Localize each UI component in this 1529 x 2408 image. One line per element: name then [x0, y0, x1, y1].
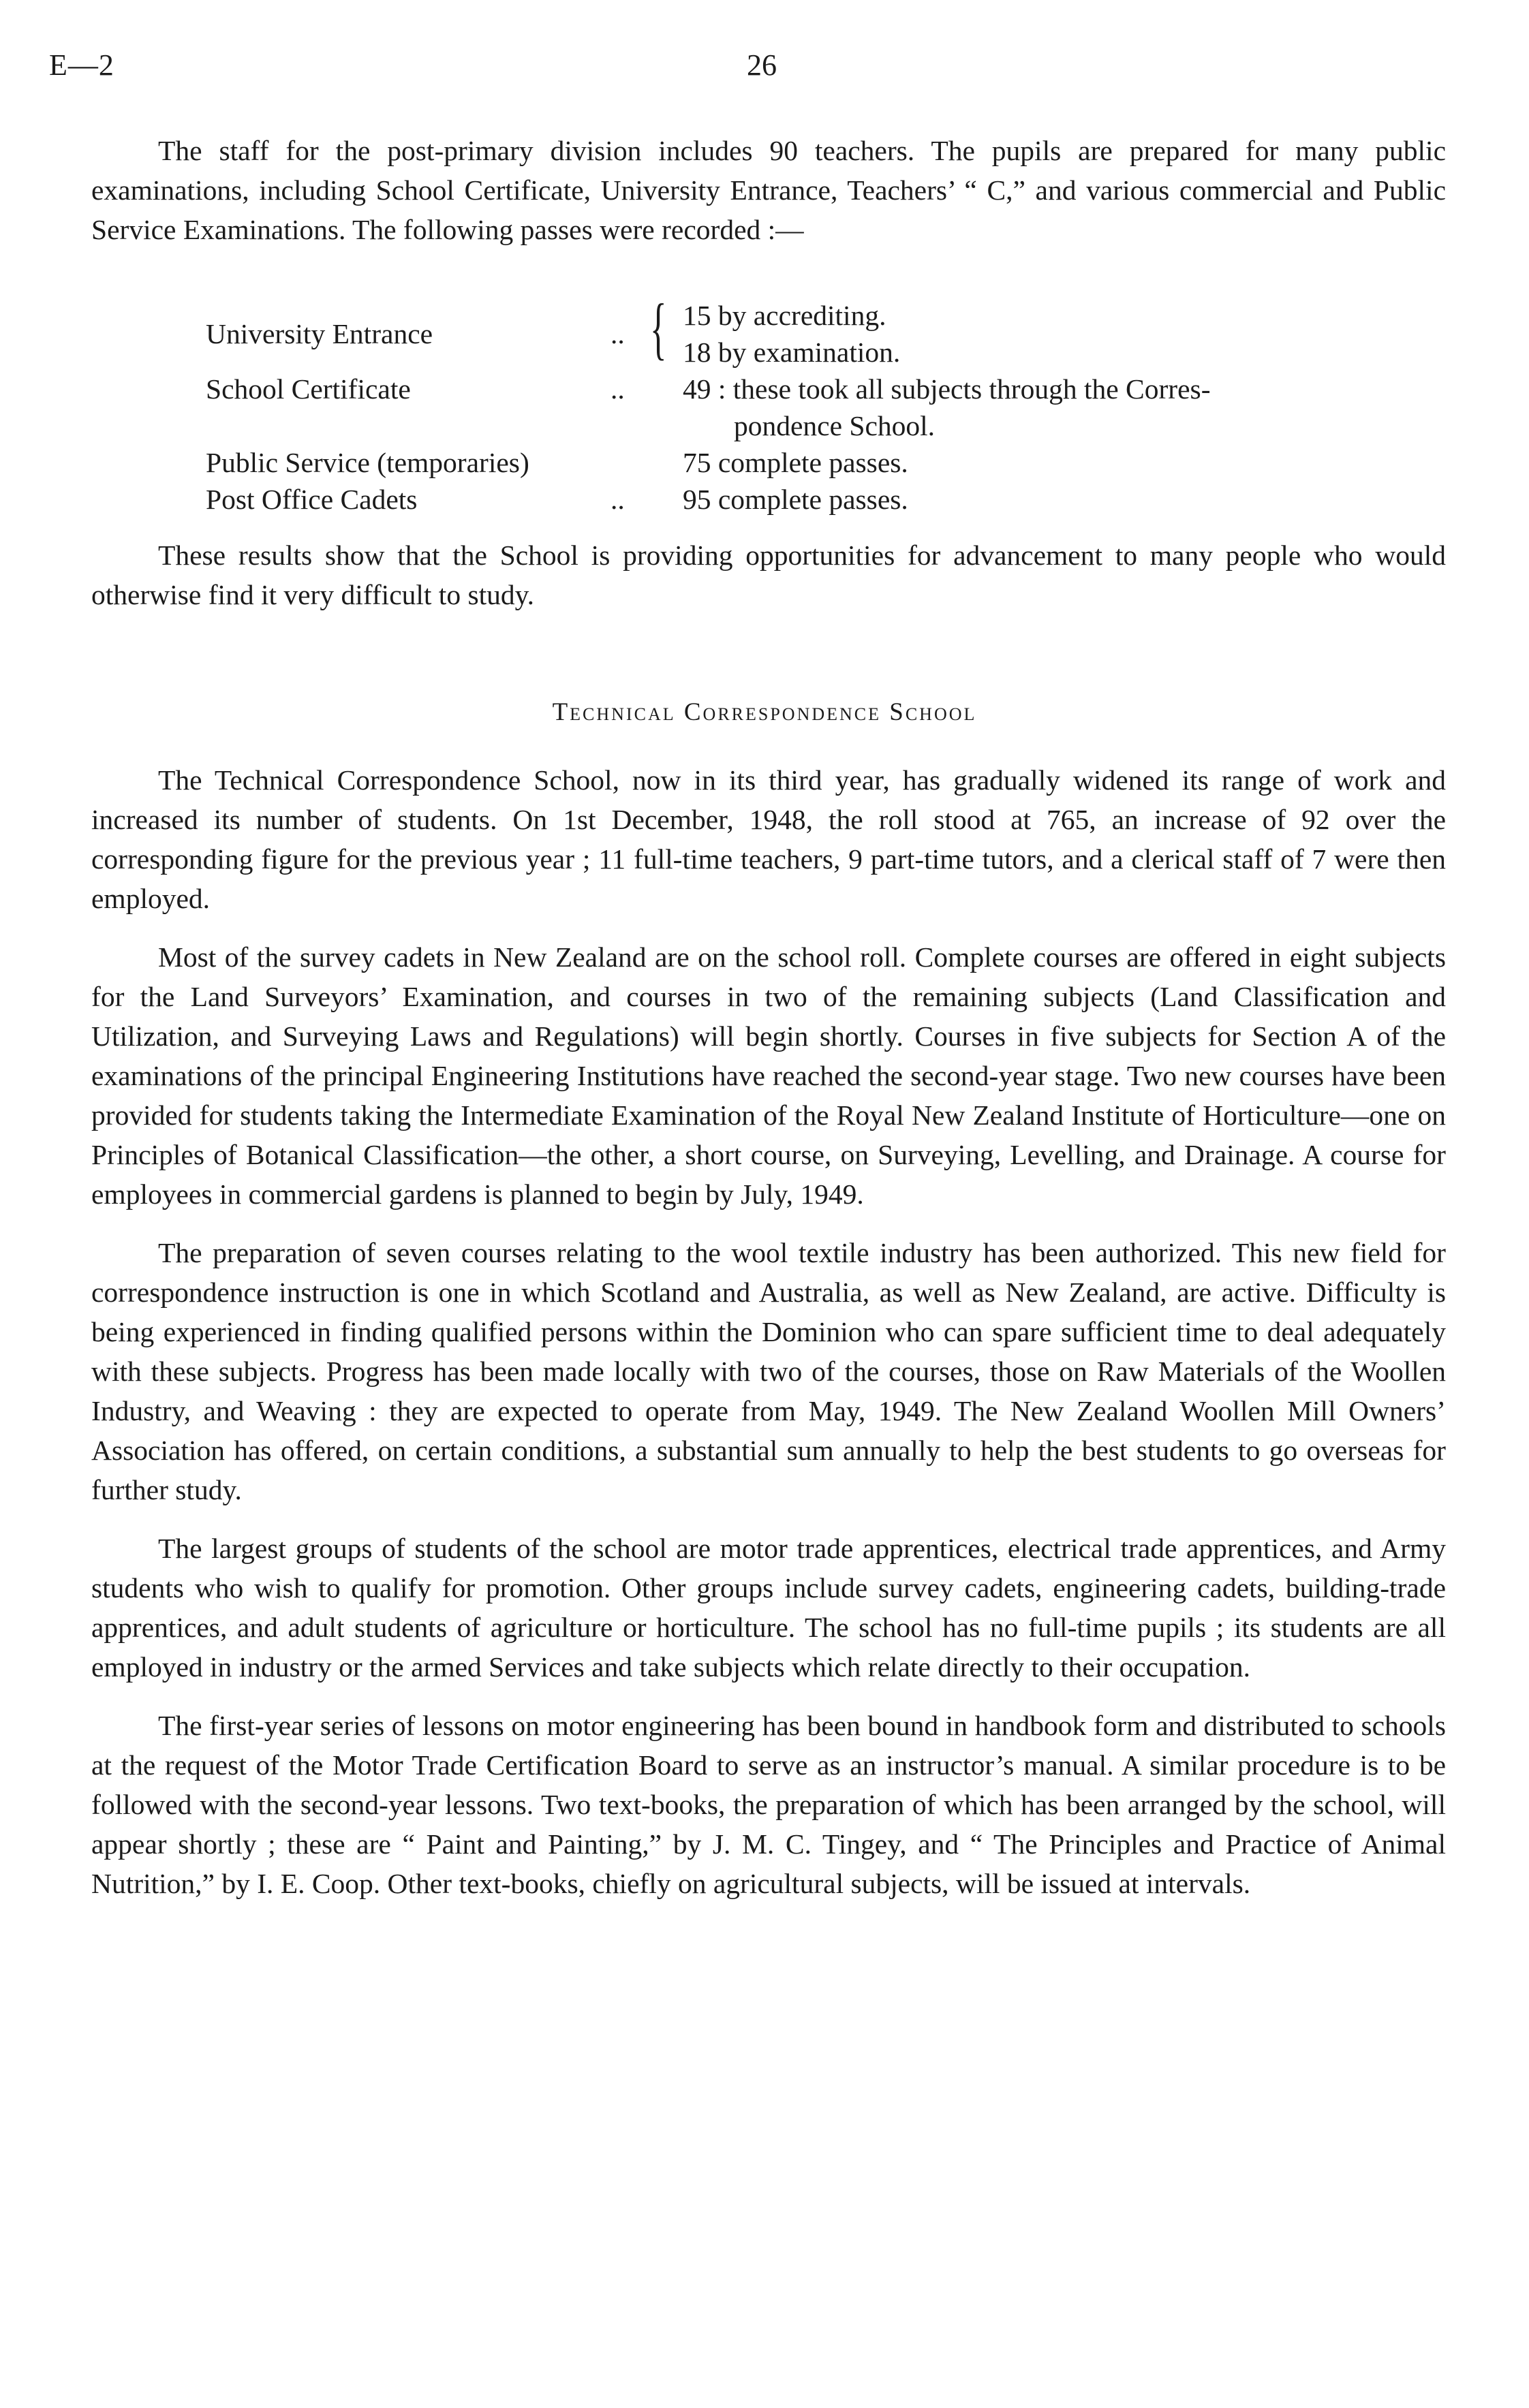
- result-value: 18 by examination.: [683, 337, 901, 368]
- intro-block: [91, 131, 1446, 249]
- section-heading: Technical Correspondence School: [552, 698, 977, 726]
- section-body: [91, 760, 1446, 1903]
- results-comment: These results show that the School is providing opportunities for advancement to many people who would otherwise find it very difficult to study.: [91, 540, 1446, 610]
- leader-dots: ..: [611, 318, 625, 349]
- result-public-service: [206, 444, 1446, 481]
- result-post-office: [206, 481, 1446, 518]
- body-paragraph: Most of the survey cadets in New Zealand are on the school roll. Complete courses are offered in eight subjects for the Land Surveyors’ Examination, and courses in two of the remaining subjects (Land Classification and Utilization, and Surveying Laws and Regulations) will begin shortly. Courses in five subjects for Section A of the examinations of the principal Engineering Institutions have reached the second-year stage. Two new courses have been provided for students taking the Intermediate Examination of the Royal New Zealand Institute of Horticulture—one on Principles of Botanical Classification—the other, a short course, on Surveying, Levelling, and Drainage. A course for employees in commercial gardens is planned to begin by July, 1949.: [91, 941, 1446, 1210]
- result-label: University Entrance: [206, 318, 433, 349]
- result-value: 15 by accrediting.: [683, 300, 886, 331]
- result-label: Post Office Cadets: [206, 484, 418, 515]
- result-label: Public Service (temporaries): [206, 447, 529, 478]
- body-paragraph: The first-year series of lessons on motor engineering has been bound in handbook form and distributed to schools at the request of the Motor Trade Certification Board to serve as an instructor’s manual. A similar procedure is to be followed with the second-year lessons. Two text-books, the preparation of which has been arranged by the school, will appear shortly ; these are “ Paint and Painting,” by J. M. C. Tingey, and “ The Principles and Practice of Animal Nutrition,” by I. E. Coop. Other text-books, chiefly on agricultural subjects, will be issued at intervals.: [91, 1710, 1446, 1899]
- page-number: 26: [747, 48, 777, 82]
- result-value-continued: pondence School.: [734, 410, 936, 441]
- results-comment-block: [91, 535, 1446, 614]
- report-code: E—2: [49, 48, 114, 82]
- body-paragraph: The preparation of seven courses relating to the wool textile industry has been authorized. This new field for correspondence instruction is one in which Scotland and Australia, as well as New Zealand, are active. Difficulty is being experienced in finding qualified persons within the Dominion who can spare sufficient time to deal adequately with these subjects. Progress has been made locally with two of the courses, those on Raw Materials of the Woollen Industry, and Weaving : they are expected to operate from May, 1949. The New Zealand Woollen Mill Owners’ Association has offered, on certain conditions, a substantial sum annually to help the best students to go overseas for further study.: [91, 1237, 1446, 1505]
- body-paragraph: The Technical Correspondence School, now in its third year, has gradually widened its range of work and increased its number of students. On 1st December, 1948, the roll stood at 765, an increase of 92 over the corresponding figure for the previous year ; 11 full-time teachers, 9 part-time tutors, and a clerical staff of 7 were then employed.: [91, 764, 1446, 914]
- body-paragraph: The largest groups of students of the school are motor trade apprentices, electrical trade apprentices, and Army students who wish to qualify for promotion. Other groups include survey cadets, engineering cadets, building-trade apprentices, and adult students of agriculture or horticulture. The school has no full-time pupils ; its students are all employed in industry or the armed Services and take subjects which relate directly to their occupation.: [91, 1533, 1446, 1683]
- result-school-certificate: [206, 371, 1446, 444]
- intro-paragraph: The staff for the post-primary division includes 90 teachers. The pupils are prepared for many public examinations, including School Certificate, University Entrance, Teachers’ “ C,” and various commercial and Public Service Examinations. The following passes were recorded :—: [91, 135, 1446, 245]
- result-label: School Certificate: [206, 373, 411, 405]
- leader-dots: ..: [611, 484, 625, 515]
- leader-dots: ..: [611, 373, 625, 405]
- results-list: [206, 290, 1446, 518]
- result-value: 75 complete passes.: [683, 447, 908, 478]
- brace-mark: {: [650, 290, 667, 367]
- result-value: 95 complete passes.: [683, 484, 908, 515]
- result-university-entrance-second: [206, 334, 1446, 371]
- result-value: 49 : these took all subjects through the Corres-: [683, 373, 1211, 405]
